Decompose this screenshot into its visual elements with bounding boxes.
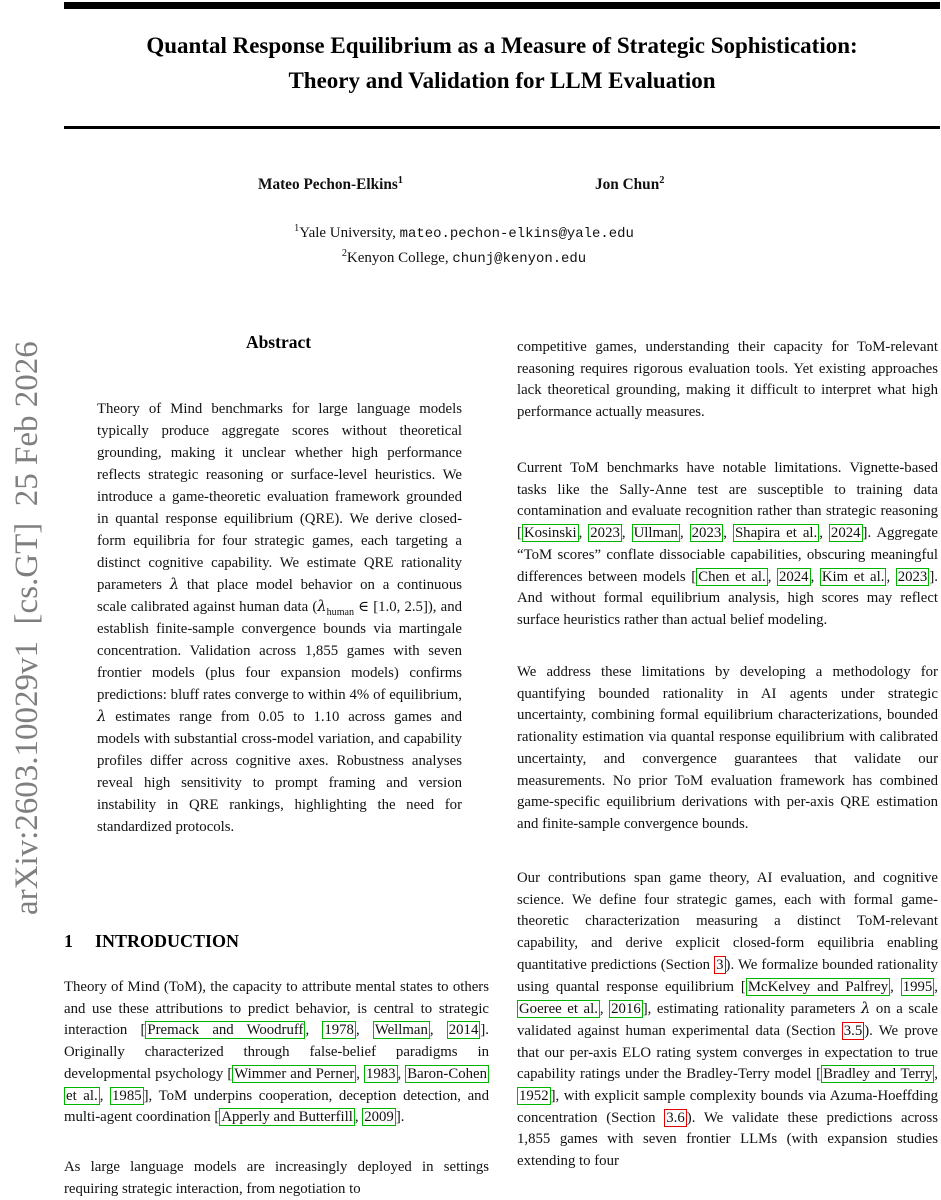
citation-link[interactable]: 1978 [324,1022,354,1039]
text-run: ). We validate these predictions across 1,855 games with seven frontier LLMs (with expansion studies extending to four [517,1109,938,1170]
text-run: We address these limitations by developing a methodology for quantifying bounded rationality in AI agents under strategic uncertainty, combining formal equilibrium characterizations, bounded rationality estimation via quantal response equilibrium with calibrated uncertainty, and convergence guarantees that validate our measurements. No prior ToM evaluation framework has combined game-specific equilibrium derivations with per-axis QRE estimation and finite-sample convergence bounds. [517,664,938,832]
superscript: 1 [397,174,403,186]
math-symbol: λ [317,598,327,615]
superscript: 2 [341,247,347,259]
citation-link[interactable]: Wellman [374,1022,428,1039]
text-run: ], estimating rationality parameters [642,1001,861,1018]
citation-link[interactable]: 2009 [364,1109,394,1126]
text-run: , [397,1065,406,1082]
email-text: mateo.pechon-elkins@yale.edu [399,226,634,242]
text-run: Theory of Mind (ToM), the capacity to attribute mental states to others and use these attributions to predict behavior, is central to strategic interaction [ [64,979,489,1039]
citation-link[interactable]: McKelvey and Palfrey [747,978,889,995]
text-run: , [99,1087,111,1104]
citation-link[interactable]: 2024 [830,525,861,542]
section-number: 1 [64,931,73,951]
text-run: ]. Aggregate “ToM scores” conflate dissociable capabilities, obscuring meaningful differences between models [ [517,525,938,585]
text-run: , [356,1065,364,1082]
citation-link[interactable]: Bradley and Terry [823,1066,933,1083]
arxiv-watermark: arXiv:2603.10029v1 [cs.GT] 25 Feb 2026 [9,341,45,915]
math-symbol: λ [860,1000,871,1018]
text-run: ], with explicit sample complexity bounds via Azuma-Hoeffding concentration (Section [517,1088,938,1126]
text-run: Jon Chun [595,176,660,193]
math-symbol: λ [169,576,180,593]
text-run: , [305,1022,323,1039]
text-run: , [767,568,777,585]
superscript: 2 [659,174,665,186]
right-paragraph-3 [517,662,938,836]
citation-link[interactable]: Kim et al. [821,568,885,585]
section-1-heading [64,931,489,952]
section-title: INTRODUCTION [95,931,240,951]
text-run: competitive games, understanding their capacity for ToM-relevant reasoning requires rigorous evaluation tools. Yet existing approaches lack theoretical grounding, making it difficult to interpret what high performance actually measures. [517,339,938,421]
citation-link[interactable]: Wimmer and Perner [234,1065,355,1082]
text-run: , [679,525,690,542]
affiliation-2 [64,247,864,272]
right-paragraph-1 [517,337,938,424]
superscript: 1 [294,223,300,234]
text-run: ]. Originally characterized through false-belief paradigms in developmental psychology [ [64,1022,489,1082]
abstract-text [97,398,462,838]
citation-link[interactable]: Kosinski [523,525,577,542]
citation-link[interactable]: 1995 [902,978,933,995]
section-ref-link[interactable]: 3.5 [843,1022,863,1039]
author-2 [595,176,664,194]
citation-link[interactable]: 1985 [112,1087,142,1104]
text-run: , [934,978,938,995]
text-run: Mateo Pechon-Elkins [258,176,398,193]
author-1 [258,176,403,194]
text-run: , [819,525,829,542]
text-run: ). We prove that our per-axis ELO rating system converges in expectation to true capability ratings under the Bradley-Terry model [ [517,1022,939,1083]
citation-link[interactable]: Apperly and Butterfill [221,1109,353,1126]
text-run: , [578,525,589,542]
right-paragraph-2 [517,458,938,632]
text-run: , [599,1001,610,1018]
citation-link[interactable]: Shapira et al. [734,525,818,542]
text-run: , [354,1109,363,1126]
citation-link[interactable]: 2023 [590,525,620,542]
text-run: , [886,568,896,585]
email-text: chunj@kenyon.edu [452,250,587,267]
text-run: Theory of Mind benchmarks for large language models typically produce aggregate scores without theoretical grounding, making it unclear whether high performance reflects strategic reasoning or surface-level heuristics. We introduce a game-theoretic evaluation framework grounded in quantal response equilibrium (QRE). We derive closed-form equilibria for four strategic games, each targeting a distinct cognitive capability. We estimate QRE rationality parameters [97,401,462,593]
text-run: ], ToM underpins cooperation, deception detection, and multi-agent coordination [ [64,1087,489,1126]
title-line-2: Theory and Validation for LLM Evaluation [288,68,716,93]
author-row [64,176,940,202]
citation-link[interactable]: Premack and Woodruff [147,1022,304,1039]
math-symbol: λ [97,708,107,725]
text-run: As large language models are increasingly deployed in settings requiring strategic interaction, from negotiation to [64,1159,489,1197]
citation-link[interactable]: 2014 [448,1022,479,1039]
text-run: estimates range from 0.05 to 1.10 across games and models with substantial cross-model variation, and capability profiles differ across cognitive axes. Robustness analyses reveal high sensitivity to prompt framing and version instability in QRE rankings, highlighting the need for standardized protocols. [97,709,462,835]
intro-paragraph-1 [64,977,489,1129]
intro-paragraph-2 [64,1157,489,1200]
text-run: , [934,1066,938,1083]
right-paragraph-4 [517,868,938,1173]
text-run: ]. And without formal equilibrium analysis, high scores may reflect surface heuristics rather than actual belief modeling. [517,568,938,628]
text-run: , [723,525,733,542]
text-run: ∈ [1.0, 2.5]), and establish finite-sample convergence bounds via martingale concentration. Validation across 1,855 games with seven frontier models (plus four expansion models) confirms predictions: bluff rates converge to within 4% of equilibrium, [97,599,462,703]
section-ref-link[interactable]: 3 [716,956,724,973]
text-run: , [621,525,632,542]
title-line-1: Quantal Response Equilibrium as a Measure of Strategic Sophistication: [146,33,858,58]
text-run: Kenyon College, [346,249,453,266]
text-run: , [355,1022,373,1039]
right-column [517,331,938,1200]
text-run: Our contributions span game theory, AI evaluation, and cognitive science. We define four strategic games, each with formal game-theoretic characterization measuring a distinct ToM-relevant capability, and derive explicit closed-form equilibria enabling quantitative predictions (Section [517,870,938,973]
text-run: that place model behavior on a continuous scale calibrated against human data ( [97,577,462,615]
text-run: ). We formalize bounded rationality using quantal response equilibrium [ [517,956,939,995]
text-run: on a scale validated against human experimental data (Section [517,1001,938,1039]
text-run: , [890,978,901,995]
citation-link[interactable]: 1952 [519,1088,549,1105]
citation-link[interactable]: 2023 [691,525,722,542]
affiliations [64,222,864,271]
citation-link[interactable]: Ullman [633,525,678,542]
text-run: Yale University, [299,225,400,241]
text-run: Current ToM benchmarks have notable limitations. Vignette-based tasks like the Sally-Anne test are susceptible to training data contamination and evaluate recognition rather than strategic reasoning [ [517,460,938,542]
text-run: , [429,1022,447,1039]
citation-link[interactable]: 2016 [611,1001,641,1018]
citation-link[interactable]: 2023 [897,568,928,585]
citation-link[interactable]: 2024 [778,568,809,585]
citation-link[interactable]: 1983 [365,1065,396,1082]
top-rule [64,2,940,9]
text-run: ]. [395,1109,405,1126]
left-column [64,331,489,1200]
section-ref-link[interactable]: 3.6 [666,1109,685,1126]
paper-title [64,28,940,98]
subscript: human [326,606,355,618]
title-rule [64,126,940,129]
abstract-heading: Abstract [245,332,312,352]
affiliation-1 [64,222,864,247]
citation-link[interactable]: Baron-Cohen et al. [66,1065,487,1104]
citation-link[interactable]: Goeree et al. [519,1001,598,1018]
text-run: , [810,568,820,585]
citation-link[interactable]: Chen et al. [698,568,766,585]
